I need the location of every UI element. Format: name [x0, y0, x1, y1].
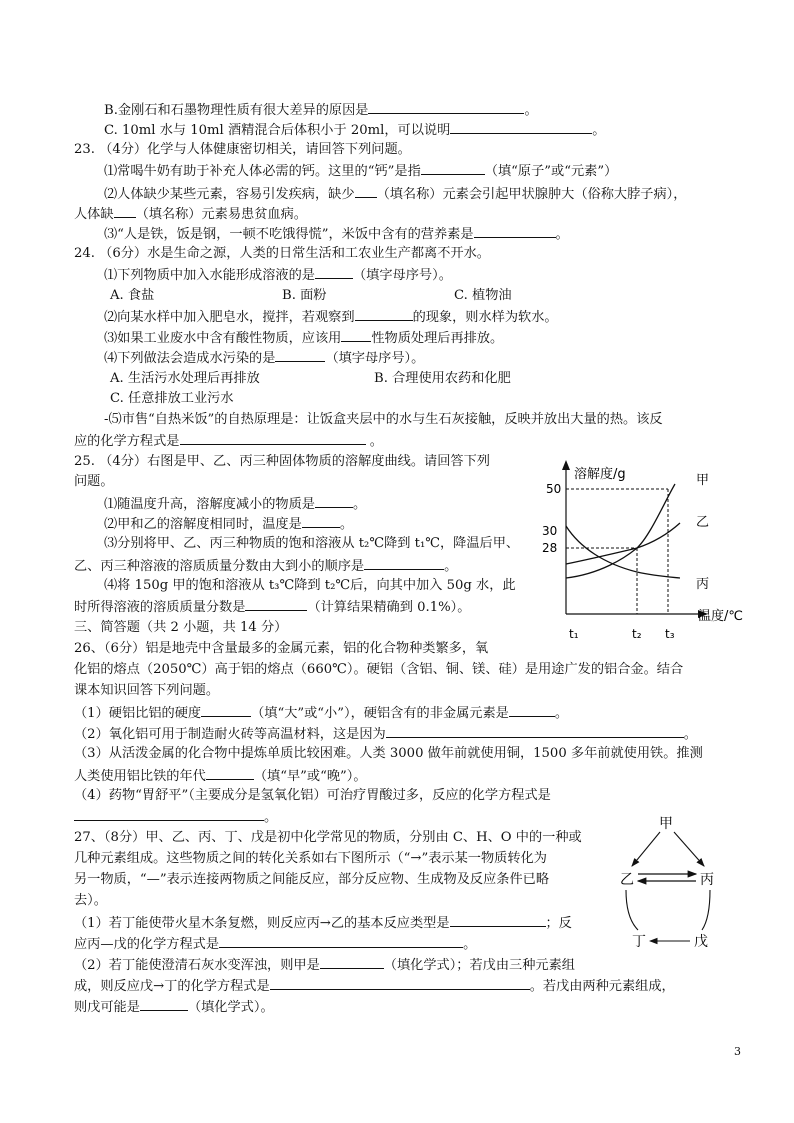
q24-opt-c: C. 植物油 [454, 288, 512, 303]
q27-l2: 几种元素组成。这些物质之间的转化关系如右下图所示（“→”表示某一物质转化为 [74, 851, 547, 866]
q26-l3: 课本知识回答下列问题。 [74, 683, 220, 698]
ytick-50: 50 [546, 482, 562, 496]
y-axis-label: 溶解度/g [574, 467, 626, 482]
q25-p1: ⑴随温度升高，溶解度减小的物质是 。 [104, 494, 366, 513]
node-bing: 丙 [700, 872, 714, 888]
q23-head: 23. （4分）化学与人体健康密切相关，请回答下列问题。 [74, 142, 411, 157]
curve-bing [566, 526, 680, 578]
q27-l4: 去）。 [74, 893, 107, 908]
q24-p1: ⑴下列物质中加入水能形成溶液的是 （填字母序号）。 [104, 265, 452, 284]
q27-p1: （1）若丁能使带火星木条复燃，则反应丙→乙的基本反应类型是 ；反 [74, 913, 572, 932]
solubility-chart [520, 456, 750, 646]
ytick-28: 28 [542, 541, 558, 555]
q23-p2: ⑵人体缺少某些元素，容易引发疾病，缺少 （填名称）元素会引起甲状腺肿大（俗称大脖子病）， [104, 184, 686, 203]
section-3-title: 三、简答题（共 2 小题，共 14 分） [74, 620, 288, 635]
xtick-t1: t₁ [569, 627, 579, 641]
q22-b: B.金刚石和石墨物理性质有很大差异的原因是 。 [104, 100, 538, 119]
q25-head2: 问题。 [74, 474, 114, 489]
q24-p5: -⑸市售“自热米饭”的自热原理是：让饭盒夹层中的水与生石灰接触，反映并放出大量的热。该反 [104, 412, 663, 427]
q27-p2: （2）若丁能使澄清石灰水变浑浊，则甲是 （填化学式）；若戊由三种元素组 [74, 955, 575, 974]
edge-jia-yi [632, 832, 660, 866]
node-yi: 乙 [620, 872, 634, 888]
q24-opt4-a: A. 生活污水处理后再排放 [110, 371, 260, 386]
edge-bing-wu [702, 890, 710, 930]
q26-l2: 化铝的熔点（2050℃）高于铝的熔点（660℃）。硬铝（含铝、铜、镁、硅）是用途广发的铝合金。结合 [74, 662, 684, 677]
q25-p4b: 时所得溶液的溶质质量分数是 （计算结果精确到 0.1%）。 [74, 597, 470, 616]
edge-jia-bing [674, 832, 704, 866]
node-ding: 丁 [632, 934, 646, 950]
edge-yi-ding [626, 890, 638, 930]
q27-l3: 另一物质，“—”表示连接两物质之间能反应，部分反应物、生成物及反应条件已略 [74, 872, 550, 887]
q27-p2c: 则戊可能是 （填化学式）。 [74, 997, 274, 1016]
q24-opt4-c: C. 任意排放工业污水 [110, 391, 234, 406]
q26-p3: （3）从活泼金属的化合物中提炼单质比较困难。人类 3000 做年前就使用铜，1500 多年前就使用铁。推测 [74, 746, 703, 761]
conversion-diagram [612, 812, 732, 954]
q26-p2: （2）氧化铝可用于制造耐火砖等高温材料，这是因为 。 [74, 724, 697, 743]
q24-p4: ⑷下列做法会造成水污染的是 （填字母序号）。 [104, 348, 424, 367]
q24-p3: ⑶如果工业废水中含有酸性物质，应该用 性物质处理后再排放。 [104, 328, 503, 347]
label-bing: 丙 [696, 577, 710, 592]
q25-p3: ⑶分别将甲、乙、丙三种物质的饱和溶液从 t₂℃降到 t₁℃，降温后甲、 [104, 536, 520, 551]
q26-p4b: 。 [74, 807, 277, 826]
q24-p5b: 应的化学方程式是 。 [74, 431, 383, 450]
x-axis-label: 温度/℃ [698, 609, 743, 624]
q24-head: 24. （6分）水是生命之源，人类的日常生活和工农业生产都离不开水。 [74, 246, 490, 261]
q26-head: 26、（6分）铝是地壳中含量最多的金属元素，铝的化合物种类繁多，氧 [74, 641, 489, 656]
label-yi: 乙 [696, 515, 710, 530]
q25-p3b: 乙、丙三种溶液的溶质质量分数由大到小的顺序是 。 [74, 556, 457, 575]
q24-p2: ⑵向某水样中加入肥皂水，搅拌，若观察到 的现象，则水样为软水。 [104, 307, 558, 326]
q23-p2b: 人体缺 （填名称）元素易患贫血病。 [74, 204, 307, 223]
xtick-t3: t₃ [665, 627, 675, 641]
q23-p3: ⑶“人是铁，饭是钢，一顿不吃饿得慌”，米饭中含有的营养素是 。 [104, 224, 569, 243]
q25-p2: ⑵甲和乙的溶解度相同时，温度是 。 [104, 514, 353, 533]
page-number: 3 [734, 1045, 741, 1058]
label-jia: 甲 [696, 473, 710, 488]
q25-p4: ⑷将 150g 甲的饱和溶液从 t₃℃降到 t₂℃后，向其中加入 50g 水，此 [104, 578, 516, 593]
node-wu: 戊 [694, 934, 708, 950]
q22-c: C. 10ml 水与 10ml 酒精混合后体积小于 20ml，可以说明 。 [104, 120, 605, 139]
ytick-30: 30 [542, 524, 558, 538]
q26-p3b: 人类使用铝比铁的年代 （填“早”或“晚”）。 [74, 766, 367, 785]
q24-opt-b: B. 面粉 [282, 288, 327, 303]
q27-p1b: 应丙—戊的化学方程式是 。 [74, 934, 476, 953]
q26-p1: （1）硬铝比铝的硬度 （填“大”或“小”），硬铝含有的非金属元素是 。 [74, 703, 568, 722]
xtick-t2: t₂ [632, 627, 642, 641]
q27-p2b: 成，则反应戊→丁的化学方程式是 。若戊由两种元素组成， [74, 976, 675, 995]
q26-p4: （4）药物“胃舒平”（主要成分是氢氧化铝）可治疗胃酸过多，反应的化学方程式是 [74, 788, 551, 803]
y-axis-arrow [562, 460, 570, 470]
q23-p1: ⑴常喝牛奶有助于补充人体必需的钙。这里的“钙”是指 （填“原子”或“元素”） [104, 161, 617, 180]
node-jia: 甲 [659, 816, 673, 832]
q24-opt-a: A. 食盐 [110, 288, 155, 303]
q24-opt4-b: B. 合理使用农药和化肥 [374, 371, 511, 386]
q25-head: 25. （4分）右图是甲、乙、丙三种固体物质的溶解度曲线。请回答下列 [74, 454, 490, 469]
curve-jia [566, 484, 675, 578]
q27-head: 27、（8分）甲、乙、丙、丁、戊是初中化学常见的物质，分别由 C、H、O 中的一种或 [74, 830, 582, 845]
